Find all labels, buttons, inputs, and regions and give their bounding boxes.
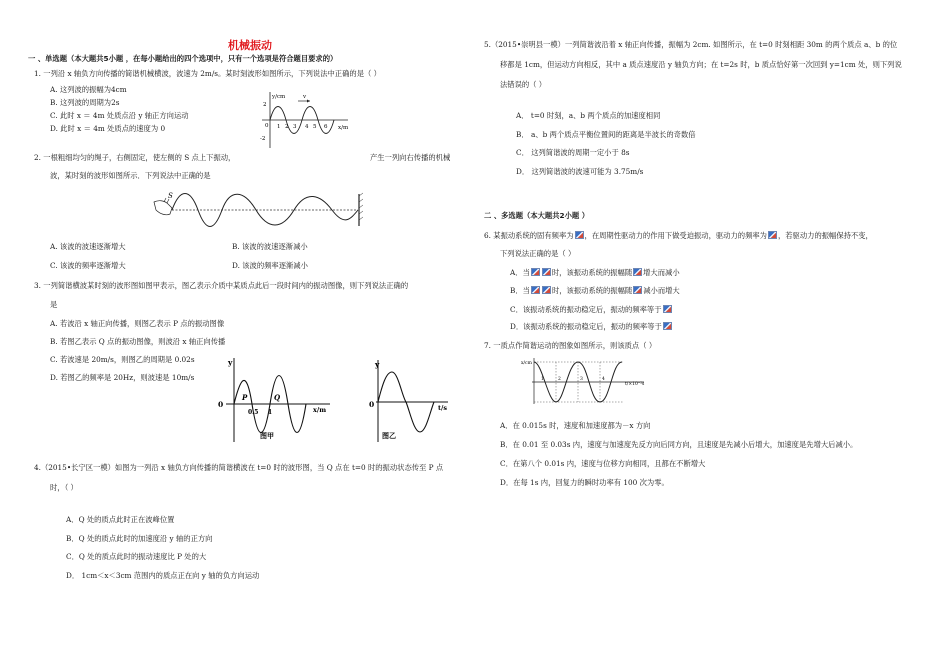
q4-option-c: C．Q 处的质点此时的振动速度比 P 处的大 [66, 552, 207, 561]
q6-stem-part2: ，在周期性驱动力的作用下做受迫振动，驱动力的频率为 [584, 231, 767, 240]
q5-option-d: D． 这列简谐波的波速可能为 3.75m/s [516, 167, 644, 176]
q4-option-a: A．Q 处的质点此时正在波峰位置 [66, 515, 175, 524]
q6-option-b-pre: B．当 [510, 286, 530, 295]
q3-stem-line2: 是 [50, 300, 58, 309]
q6-option-b-mid: 时，该振动系统的振幅随 [551, 286, 633, 295]
q3-figure-jia [212, 356, 336, 444]
q7-tick-2: 2 [558, 377, 561, 382]
q5-option-c: C． 这列简谐波的周期一定小于 8s [516, 148, 630, 157]
q6-option-c [510, 305, 673, 313]
q1-tick-5: 5 [313, 124, 317, 130]
q3-yi-origin: 0 [369, 400, 375, 409]
q6-option-a-post: 增大而减小 [643, 268, 680, 277]
q1-velocity-label: v [303, 94, 307, 100]
q1-wave-figure [258, 88, 350, 150]
formula-image-icon [663, 322, 672, 330]
q6-option-a-pre: A．当 [510, 268, 530, 277]
q7-option-d: D．在每 1s 内，回复力的瞬时功率有 100 次为零。 [500, 478, 669, 487]
q2-stem-line2: 波，某时刻的波形如图所示．下列说法中正确的是 [50, 171, 211, 180]
q1-option-d: D. 此时 x ＝ 4m 处质点的速度为 0 [50, 124, 166, 133]
q3-yi-caption: 图乙 [382, 431, 396, 440]
q3-jia-y: y [228, 358, 233, 367]
q1-xlabel: x/m [338, 125, 349, 131]
q4-option-d: D． 1cm＜x＜3cm 范围内的质点正在向 y 轴的负方向运动 [66, 571, 260, 580]
q3-point-q: Q [274, 393, 281, 402]
q2-option-c: C. 该波的频率逐渐增大 [50, 261, 126, 270]
q2-option-a: A. 该波的波速逐渐增大 [50, 242, 126, 251]
q7-oscillation-figure [520, 354, 670, 406]
q3-jia-tick1: 0.5 [248, 409, 259, 416]
q5-option-a: A． t=0 时刻，a、b 两个质点的加速度相同 [516, 111, 661, 120]
formula-image-icon [531, 268, 540, 276]
q1-option-a: A. 这列波的振幅为4cm [50, 85, 127, 94]
formula-image-icon [768, 231, 777, 239]
q4-stem-line1: 4.（2015•长宁区一模）如图为一列沿 x 轴负方向传播的简谐横波在 t=0 时的波形图，当 Q 点在 t=0 时的振动状态传至 P 点 [34, 463, 444, 472]
formula-image-icon [633, 268, 642, 276]
q6-option-d-pre: D．该振动系统的振动稳定后，振动的频率等于 [510, 322, 662, 331]
q1-origin: 0 [265, 123, 269, 129]
q1-option-c: C. 此时 x ＝ 4m 处质点沿 y 轴正方向运动 [50, 111, 189, 120]
formula-image-icon [633, 286, 642, 294]
q2-point-s: S [168, 192, 173, 200]
q1-tick-2: 2 [285, 124, 289, 130]
q7-tick-1: 1 [541, 377, 544, 382]
section-single-choice-heading: 一 、单选题（本大题共5小题 ，在每小题给出的四个选项中，只有一个选项是符合题目要求的） [28, 54, 338, 63]
q7-option-a: A．在 0.015s 时，速度和加速度都为－x 方向 [500, 421, 651, 430]
section-multi-choice-heading: 二 、多选题（本大题共2小题 ） [484, 211, 590, 220]
q1-y-top: 2 [263, 102, 267, 108]
q6-option-a-mid: 时，该振动系统的振幅随 [551, 268, 633, 277]
q3-option-b: B. 若图乙表示 Q 点的振动图像，则波沿 x 轴正向传播 [50, 337, 226, 346]
q7-stem: 7. 一质点作简谐运动的图象如图所示，则该质点（ ） [484, 341, 657, 350]
q5-option-b: B． a、b 两个质点平衡位置间的距离是半波长的奇数倍 [516, 130, 696, 139]
formula-image-icon [531, 286, 540, 294]
q6-stem-part3: ，若驱动力的振幅保持不变， [777, 231, 873, 240]
q3-option-a: A. 若波沿 x 轴正向传播，则图乙表示 P 点的振动图像 [50, 319, 225, 328]
q1-ylabel: y/cm [272, 94, 286, 100]
q3-option-c: C. 若波速是 20m/s，则图乙的周期是 0.02s [50, 355, 195, 364]
q4-stem-line2: 时，（ ） [50, 483, 78, 492]
q6-option-c-pre: C．该振动系统的振动稳定后，振动的频率等于 [510, 305, 662, 314]
q3-jia-origin: 0 [218, 400, 224, 409]
q5-stem-line1: 5.（2015•崇明县一模）一列简谐波沿着 x 轴正向传播，振幅为 2cm. 如图所示，在 t=0 时刻相距 30m 的两个质点 a、b 的位 [484, 40, 898, 49]
q1-stem: 1. 一列沿 x 轴负方向传播的简谐机械横波，波速为 2m/s。某时刻波形如图所示，下列说法中正确的是（ ） [34, 69, 381, 78]
q7-y-axis-label: x/cm [521, 361, 532, 366]
q1-tick-1: 1 [277, 124, 281, 130]
q4-option-b: B．Q 处的质点此时的加速度沿 y 轴的正方向 [66, 534, 213, 543]
q2-stem-line1-end: 产生一列向右传播的机械 [370, 153, 451, 162]
formula-image-icon [542, 286, 551, 294]
q1-tick-6: 6 [324, 124, 328, 130]
q3-figure-yi [368, 356, 452, 444]
q6-option-d [510, 322, 673, 330]
q6-stem-line2: 下列说法正确的是（ ） [500, 249, 576, 258]
q6-option-a [510, 268, 680, 276]
q6-stem-line1 [484, 231, 873, 239]
q6-option-b-post: 减小而增大 [643, 286, 680, 295]
q3-jia-tick2: 1 [268, 409, 273, 416]
q3-point-p: P [242, 393, 248, 402]
q7-tick-4: 4 [602, 377, 605, 382]
q2-option-b: B. 该波的波速逐渐减小 [232, 242, 308, 251]
q1-y-bottom: -2 [260, 136, 266, 142]
q2-option-d: D. 该波的频率逐渐减小 [232, 261, 308, 270]
q1-tick-4: 4 [305, 124, 309, 130]
q1-option-b: B. 这列波的周期为2s [50, 98, 120, 107]
q6-stem-part1: 6. 某振动系统的固有频率为 [484, 231, 574, 240]
q2-rope-figure [150, 188, 365, 230]
q1-tick-3: 3 [293, 124, 297, 130]
hand-icon [154, 201, 172, 215]
q3-jia-x: x/m [313, 406, 327, 414]
formula-image-icon [542, 268, 551, 276]
q3-yi-y: y [375, 360, 380, 369]
q5-stem-line2: 移都是 1cm，但运动方向相反，其中 a 质点速度沿 y 轴负方向；在 t=2s 时，b 质点恰好第一次回到 y=1cm 处，则下列说 [500, 60, 902, 69]
page-title: 机械振动 [228, 39, 272, 52]
q2-stem-line1: 2. 一根粗细均匀的绳子，右侧固定，使左侧的 S 点上下振动， [34, 153, 236, 162]
formula-image-icon [663, 305, 672, 313]
q3-yi-t: t/s [438, 404, 448, 412]
q5-stem-line3: 法错误的（ ） [500, 80, 547, 89]
q3-jia-caption: 图甲 [260, 431, 274, 440]
q7-option-c: C．在第八个 0.01s 内，速度与位移方向相同，且都在不断增大 [500, 459, 706, 468]
q6-option-b [510, 286, 680, 294]
q7-option-b: B．在 0.01 至 0.03s 内，速度与加速度先反方向后同方向，且速度是先减小后增大，加速度是先增大后减小。 [500, 440, 858, 449]
q7-x-axis-label: t/×10⁻²s [625, 382, 645, 387]
q3-option-d: D. 若图乙的频率是 20Hz，则波速是 10m/s [50, 373, 195, 382]
formula-image-icon [575, 231, 584, 239]
q3-stem-line1: 3. 一列简谐横波某时刻的波形图如图甲表示，图乙表示介质中某质点此后一段时间内的振动图像，则下列说法正确的 [34, 281, 409, 290]
q7-tick-3: 3 [580, 377, 583, 382]
